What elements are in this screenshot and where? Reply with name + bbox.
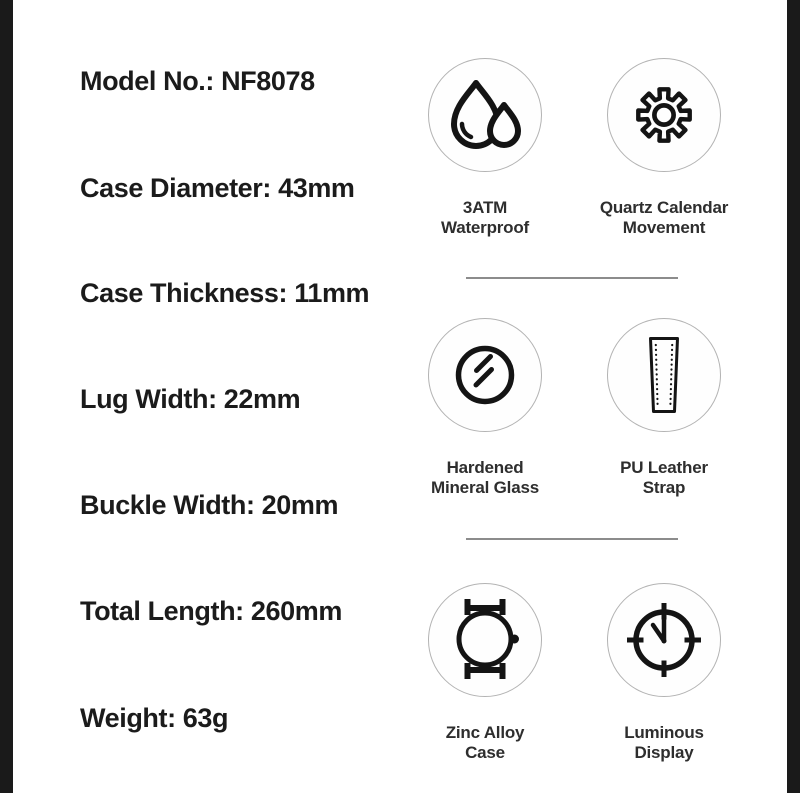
spec-case-thickness: Case Thickness: 11mm — [80, 278, 370, 308]
water-drops-icon — [446, 80, 524, 150]
feature-circle — [607, 583, 721, 697]
clock-icon — [623, 599, 705, 681]
feature-case — [400, 583, 570, 763]
spec-weight: Weight: 63g — [80, 703, 229, 733]
feature-circle — [428, 583, 542, 697]
watch-case-icon — [443, 598, 527, 682]
feature-label: Quartz Calendar Movement — [599, 198, 729, 237]
spec-lug-width: Lug Width: 22mm — [80, 384, 301, 414]
left-black-bar — [0, 0, 13, 793]
feature-strap — [579, 318, 749, 498]
spec-model-no: Model No.: NF8078 — [80, 66, 315, 96]
feature-glass — [400, 318, 570, 498]
divider-line — [466, 277, 678, 279]
feature-circle — [607, 318, 721, 432]
divider-line — [466, 538, 678, 540]
mineral-glass-icon — [452, 342, 518, 408]
right-black-bar — [787, 0, 800, 793]
feature-circle — [428, 318, 542, 432]
feature-label: Luminous Display — [624, 723, 704, 762]
feature-circle — [607, 58, 721, 172]
feature-label: Zinc Alloy Case — [445, 723, 525, 762]
feature-circle — [428, 58, 542, 172]
feature-movement — [579, 58, 749, 238]
feature-label: PU Leather Strap — [620, 458, 708, 497]
spec-case-diameter: Case Diameter: 43mm — [80, 173, 355, 203]
feature-waterproof — [400, 58, 570, 238]
spec-buckle-width: Buckle Width: 20mm — [80, 490, 339, 520]
gear-icon — [631, 82, 697, 148]
feature-label: Hardened Mineral Glass — [431, 458, 539, 497]
feature-label: 3ATM Waterproof — [440, 198, 530, 237]
feature-display — [579, 583, 749, 763]
spec-total-length: Total Length: 260mm — [80, 596, 342, 626]
pu-strap-icon — [641, 336, 687, 414]
